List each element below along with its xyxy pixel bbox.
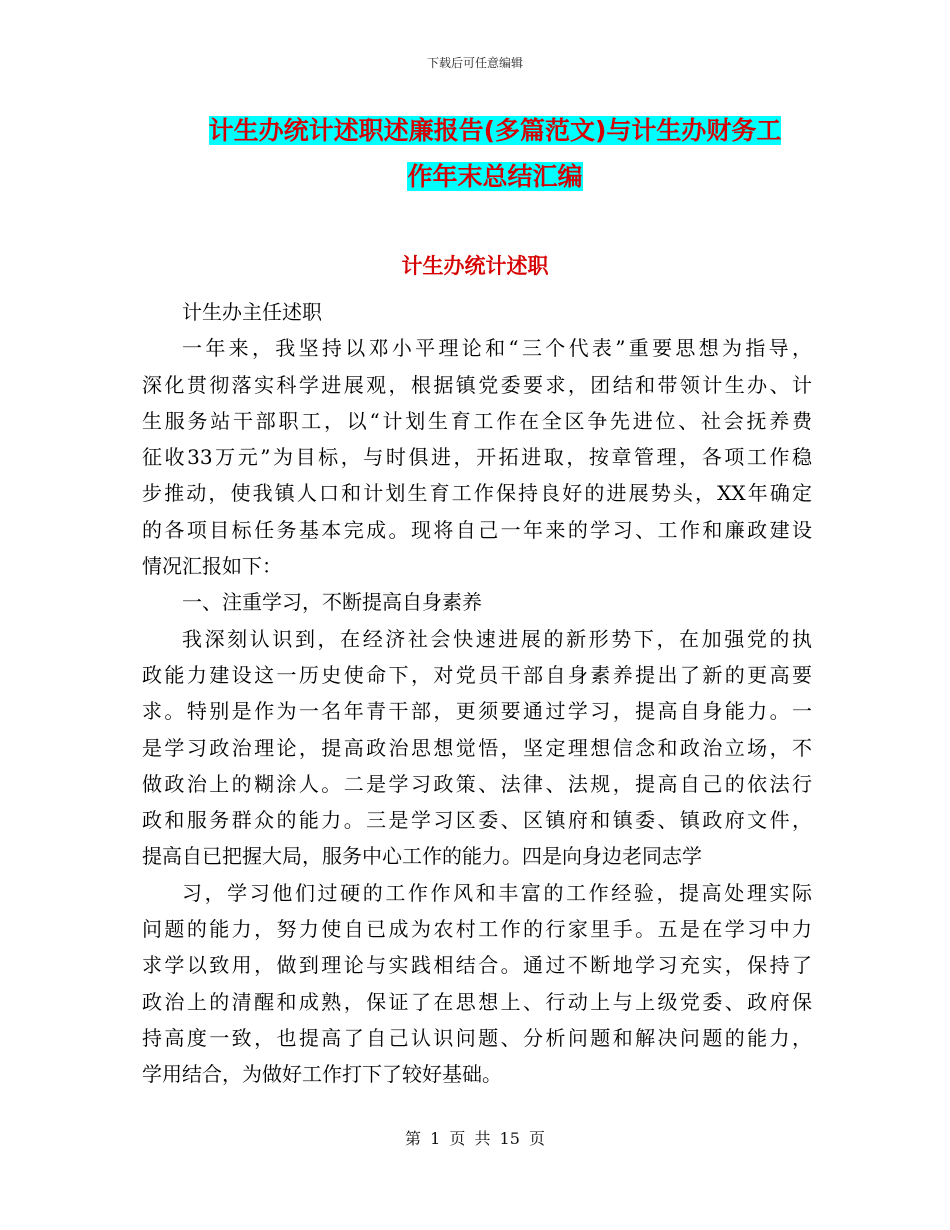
body-line: 计生办主任述职 bbox=[182, 300, 322, 324]
body-line: 生服务站干部职工，以“计划生育工作在全区争先进位、社会抚养费 bbox=[142, 408, 812, 433]
body-line: 提高自已把握大局，服务中心工作的能力。四是向身边老同志学 bbox=[142, 844, 702, 869]
body-line: 问题的能力，努力使自已成为农村工作的行家里手。五是在学习中力 bbox=[142, 917, 812, 942]
body-line: 征收33万元”为目标，与时俱进，开拓进取，按章管理，各项工作稳 bbox=[142, 445, 812, 470]
body-line: 政和服务群众的能力。三是学习区委、区镇府和镇委、镇政府文件， bbox=[142, 808, 812, 833]
body-line: 持高度一致，也提高了自己认识问题、分析问题和解决问题的能力， bbox=[142, 1025, 812, 1050]
document-title-line-2: 作年末总结汇编 bbox=[407, 162, 583, 191]
section-heading: 计生办统计述职 bbox=[401, 254, 549, 278]
page-footer: 第 1 页 共 15 页 bbox=[405, 1129, 545, 1148]
document-title bbox=[150, 108, 840, 200]
body-text bbox=[142, 294, 812, 1093]
body-line: 一年来，我坚持以邓小平理论和“三个代表”重要思想为指导， bbox=[182, 336, 812, 361]
document-title-line-1: 计生办统计述职述廉报告(多篇范文)与计生办财务工 bbox=[208, 116, 782, 145]
page-header-note: 下载后可任意编辑 bbox=[426, 56, 523, 70]
body-line: 的各项目标任务基本完成。现将自己一年来的学习、工作和廉政建设 bbox=[142, 517, 812, 542]
body-line: 做政治上的糊涂人。二是学习政策、法律、法规，提高自己的依法行 bbox=[142, 771, 812, 796]
body-line: 步推动，使我镇人口和计划生育工作保持良好的进展势头，XX年确定 bbox=[142, 481, 812, 506]
body-line: 政能力建设这一历史使命下，对党员干部自身素养提出了新的更高要 bbox=[142, 662, 812, 687]
body-line: 我深刻认识到，在经济社会快速进展的新形势下，在加强党的执 bbox=[182, 626, 812, 651]
body-line: 求学以致用，做到理论与实践相结合。通过不断地学习充实，保持了 bbox=[142, 953, 812, 978]
body-line: 一、注重学习，不断提高自身素养 bbox=[182, 590, 482, 615]
body-line: 求。特别是作为一名年青干部，更须要通过学习，提高自身能力。一 bbox=[142, 699, 812, 724]
body-line: 习，学习他们过硬的工作作风和丰富的工作经验，提高处理实际 bbox=[182, 880, 812, 905]
body-line: 深化贯彻落实科学进展观，根据镇党委要求，团结和带领计生办、计 bbox=[142, 372, 812, 397]
body-line: 政治上的清醒和成熟，保证了在思想上、行动上与上级党委、政府保 bbox=[142, 989, 812, 1014]
body-line: 是学习政治理论，提高政治思想觉悟，坚定理想信念和政治立场，不 bbox=[142, 735, 812, 760]
body-line: 学用结合，为做好工作打下了较好基础。 bbox=[142, 1062, 502, 1087]
body-line: 情况汇报如下： bbox=[142, 554, 282, 579]
